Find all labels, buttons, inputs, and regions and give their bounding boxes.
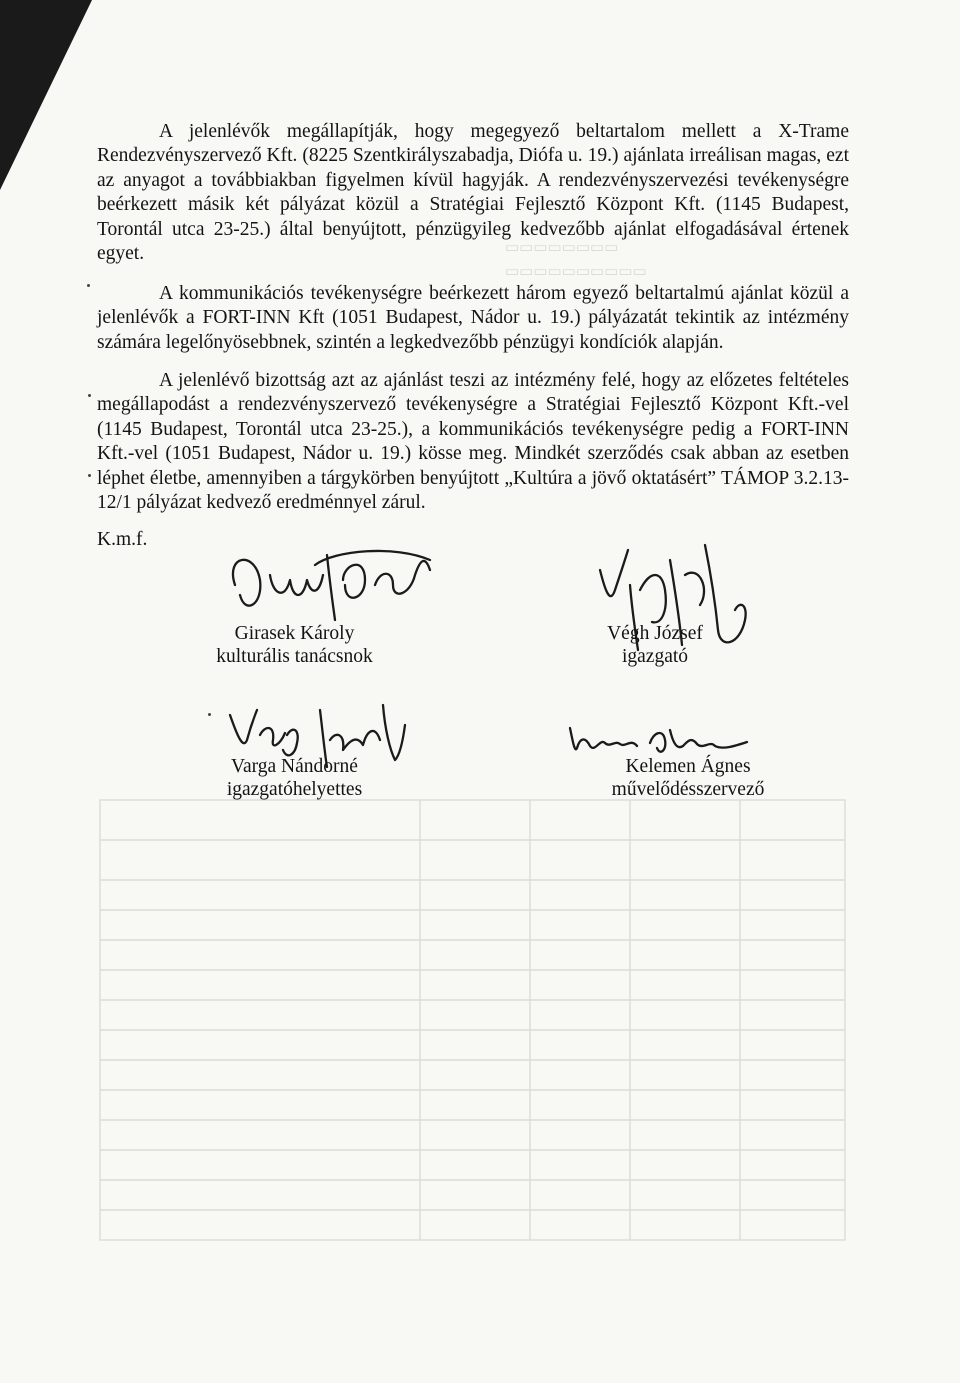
body-text — [97, 120, 849, 266]
paragraph-2: A kommunikációs tevékenységre beérkezett három egyező beltartalmú ajánlat közül a jelenlévők a FORT-INN Kft (1051 Budapest, Nádor u. 19.) pályázatát tekintik az intézmény számára legelőnyösebbnek, szintén a legkedvezőbb pénzügyi kondíciók alapján. — [97, 283, 849, 353]
scan-speck — [88, 394, 91, 397]
signatory-role: igazgatóhelyettes — [226, 779, 363, 800]
signatory-role: kulturális tanácsnok — [216, 646, 373, 667]
closing-kmf: K.m.f. — [97, 529, 148, 550]
scan-speck — [87, 284, 90, 287]
signatory-3 — [212, 755, 377, 801]
signature-girasek — [215, 545, 445, 630]
signatory-name: Kelemen Ágnes — [625, 756, 751, 777]
signatory-4 — [598, 755, 778, 801]
signatory-name: Girasek Károly — [234, 623, 355, 644]
signatory-role: művelődésszervező — [611, 779, 765, 800]
scan-speck — [208, 713, 211, 716]
scan-corner-shadow — [0, 0, 92, 190]
body-text — [97, 282, 849, 355]
scan-speck — [88, 474, 91, 477]
signatory-role: igazgató — [621, 646, 689, 667]
bleed-through-mark: ▭▭▭▭▭▭▭▭ — [505, 240, 619, 256]
body-text — [97, 369, 849, 515]
bleed-through-table — [90, 780, 860, 1260]
bleed-through-mark: ▭▭▭▭▭▭▭▭▭▭ — [505, 264, 647, 280]
signatory-name: Varga Nándorné — [231, 756, 358, 777]
paragraph-1: A jelenlévők megállapítják, hogy megegyező beltartalom mellett a X-Trame Rendezvényszervező Kft. (8225 Szentkirályszabadja, Diófa u. 19.) ajánlata irreálisan magas, ezt az anyagot a továbbiakban figyelmen kívül hagyják. A rendezvényszervezési tevékenységre beérkezett másik két pályázat közül a Stratégiai Fejlesztő Központ Kft. (1145 Budapest, Torontál utca 23-25.) által benyújtott, pénzügyileg kedvezőbb ajánlat elfogadásával értenek egyet. — [97, 121, 849, 265]
signatory-1 — [197, 622, 392, 668]
signatory-name: Végh József — [607, 623, 703, 644]
paragraph-3: A jelenlévő bizottság azt az ajánlást teszi az intézmény felé, hogy az előzetes feltételes megállapodást a rendezvényszervező tevékenységre a Stratégiai Fejlesztő Központ Kft.-vel (1145 Budapest, Torontál utca 23-25.), a kommunikációs tevékenységre pedig a FORT-INN Kft.-vel (1051 Budapest, Nádor u. 19.) kösse meg. Mindkét szerződés csak abban az esetben léphet életbe, amennyiben a tárgykörben benyújtott „Kultúra a jövő oktatásért” TÁMOP 3.2.13-12/1 pályázat kedvező eredménnyel zárul. — [97, 370, 849, 514]
signatory-2 — [590, 622, 720, 668]
